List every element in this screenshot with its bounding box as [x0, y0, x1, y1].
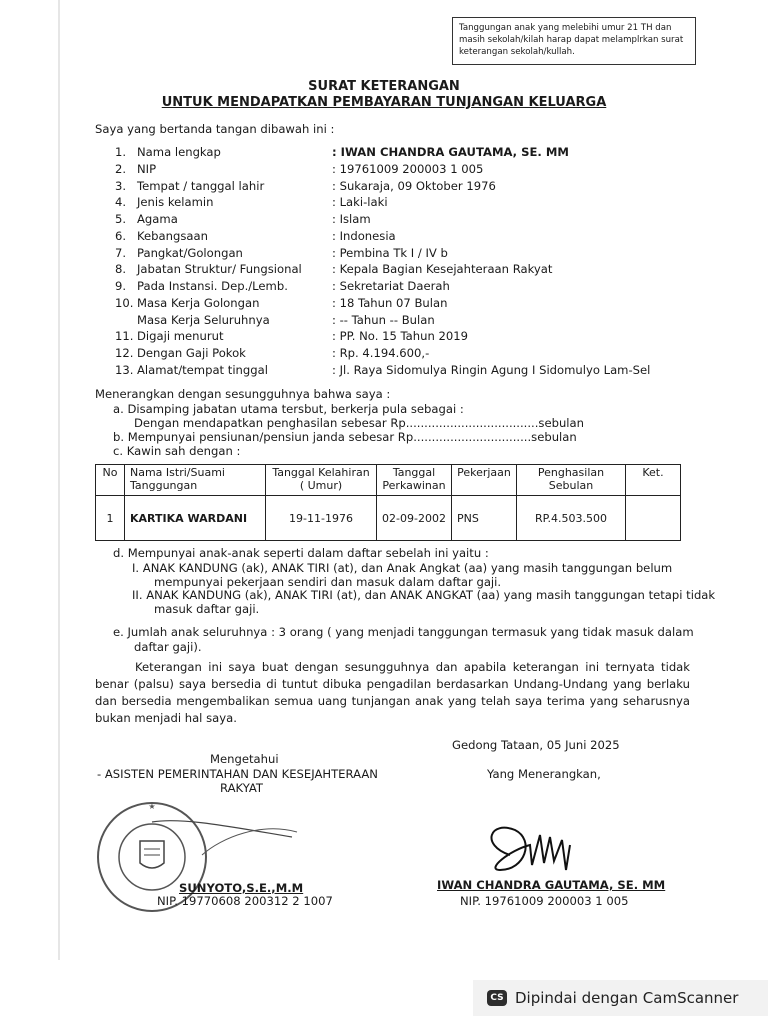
table-header: Tanggal Kelahiran ( Umur): [266, 465, 377, 496]
field-value: : 19761009 200003 1 005: [332, 161, 484, 176]
statement-c: c. Kawin sah dengan :: [113, 444, 241, 458]
children-e-line2: daftar gaji).: [134, 640, 202, 654]
scan-edge: [58, 0, 60, 960]
field-row: [115, 362, 675, 379]
children-i-line2: mempunyai pekerjaan sendiri dan masuk dalam daftar gaji.: [154, 575, 502, 589]
field-value: : Laki-laki: [332, 195, 388, 210]
handwritten-signature: [470, 815, 640, 885]
field-number: 10.: [115, 295, 134, 310]
field-number: 5.: [115, 212, 127, 226]
camscanner-icon: CS: [487, 990, 507, 1006]
left-sig-role1: - ASISTEN PEMERINTAHAN DAN KESEJAHTERAAN: [97, 767, 378, 781]
children-ii-line2: masuk daftar gaji.: [154, 602, 260, 616]
table-cell: RP.4.503.500: [517, 496, 626, 541]
closing-paragraph: Keterangan ini saya buat dengan sesungguhnya dan apabila keterangan ini ternyata tidak benar (palsu) saya bersedia di tuntut dibuka pengadilan berdasarkan Undang-Undang yang berlaku dan bersedia mengembalikan semua uang tunjangan anak yang telah saya terima yang seharusnya bukan menjadi hal saya.: [95, 660, 690, 725]
table-header: Ket.: [626, 465, 681, 496]
field-row: [115, 278, 675, 295]
field-label: Agama: [137, 212, 178, 226]
field-label: Masa Kerja Golongan: [137, 295, 260, 310]
right-sig-name: IWAN CHANDRA GAUTAMA, SE. MM: [437, 878, 666, 892]
field-value: : Indonesia: [332, 228, 396, 243]
field-label: Jenis kelamin: [137, 195, 214, 210]
field-label: Pada Instansi. Dep./Lemb.: [137, 279, 288, 293]
statement-lead: Menerangkan dengan sesungguhnya bahwa saya :: [95, 387, 391, 401]
watermark-text: Dipindai dengan CamScanner: [515, 989, 739, 1007]
field-number: 2.: [115, 161, 127, 176]
field-number: 4.: [115, 195, 127, 210]
identity-fields: [115, 144, 675, 379]
right-sig-nip: NIP. 19761009 200003 1 005: [460, 894, 629, 908]
document-subtitle: UNTUK MENDAPATKAN PEMBAYARAN TUNJANGAN KELUARGA: [161, 95, 607, 110]
field-label: Dengan Gaji Pokok: [137, 346, 246, 360]
field-number: 13.: [115, 362, 134, 377]
field-number: 1.: [115, 145, 127, 159]
field-value: : Islam: [332, 212, 371, 226]
field-number: 11.: [115, 329, 134, 344]
table-header-row: [96, 465, 681, 496]
field-value: : Kepala Bagian Kesejahteraan Rakyat: [332, 262, 553, 277]
field-label: NIP: [137, 161, 157, 176]
table-cell: 1: [96, 496, 125, 541]
right-sig-role: Yang Menerangkan,: [487, 767, 601, 781]
field-number: 3.: [115, 178, 127, 193]
statement-a2: Dengan mendapatkan penghasilan sebesar Rp....................................sebulan: [134, 416, 584, 430]
children-i-line1: I. ANAK KANDUNG (ak), ANAK TIRI (at), dan Anak Angkat (aa) yang masih tanggungan belum: [132, 561, 673, 575]
table-cell: 02-09-2002: [377, 496, 452, 541]
children-d: d. Mempunyai anak-anak seperti dalam daftar sebelah ini yaitu :: [113, 546, 489, 560]
statement-a1: a. Disamping jabatan utama tersbut, berkerja pula sebagai :: [113, 402, 464, 416]
field-row: [115, 144, 675, 161]
note-box: Tanggungan anak yang melebihi umur 21 TH dan masih sekolah/kilah harap dapat melamplrkan surat keterangan sekolah/kullah.: [452, 17, 696, 65]
svg-text:★: ★: [148, 802, 156, 811]
field-number: 12.: [115, 346, 134, 360]
table-cell: [626, 496, 681, 541]
field-row: [115, 161, 675, 178]
field-value: : Rp. 4.194.600,-: [332, 346, 430, 360]
field-number: 7.: [115, 245, 127, 260]
field-label: Tempat / tanggal lahir: [137, 178, 265, 193]
table-row: [96, 496, 681, 541]
statement-b: b. Mempunyai pensiunan/pensiun janda sebesar Rp................................sebulan: [113, 430, 577, 444]
field-value: : PP. No. 15 Tahun 2019: [332, 329, 469, 344]
field-row: [115, 345, 675, 362]
field-label: Jabatan Struktur/ Fungsional: [137, 262, 302, 277]
left-sig-role2: RAKYAT: [220, 781, 263, 795]
place-date: Gedong Tataan, 05 Juni 2025: [452, 738, 620, 752]
intro-text: Saya yang bertanda tangan dibawah ini :: [95, 122, 335, 136]
table-cell: PNS: [452, 496, 517, 541]
left-sig-known: Mengetahui: [210, 752, 279, 766]
field-label: Kebangsaan: [137, 228, 208, 243]
field-value: : Sekretariat Daerah: [332, 279, 450, 293]
field-value: : -- Tahun -- Bulan: [332, 312, 435, 327]
field-row: [115, 261, 675, 278]
left-sig-nip: NIP. 19770608 200312 2 1007: [157, 894, 333, 908]
field-value: : Sukaraja, 09 Oktober 1976: [332, 178, 496, 193]
table-header: Nama Istri/Suami Tanggungan: [125, 465, 266, 496]
table-cell: 19-11-1976: [266, 496, 377, 541]
field-row: [115, 312, 675, 329]
table-cell: KARTIKA WARDANI: [125, 496, 266, 541]
spouse-table: [95, 464, 681, 541]
field-value: : 18 Tahun 07 Bulan: [332, 295, 448, 310]
field-number: 8.: [115, 262, 127, 277]
table-header: Pekerjaan: [452, 465, 517, 496]
field-label: Pangkat/Golongan: [137, 245, 243, 260]
children-ii-line1: II. ANAK KANDUNG (ak), ANAK TIRI (at), dan ANAK ANGKAT (aa) yang masih tanggungan tetapi tidak: [132, 588, 716, 602]
field-row: [115, 211, 675, 228]
field-label: Alamat/tempat tinggal: [137, 362, 268, 377]
document-title: SURAT KETERANGAN: [308, 79, 460, 94]
field-row: [115, 245, 675, 262]
table-header: Penghasilan Sebulan: [517, 465, 626, 496]
field-label: Digaji menurut: [137, 329, 224, 344]
table-header: No: [96, 465, 125, 496]
field-value: : Pembina Tk I / IV b: [332, 245, 448, 260]
field-row: [115, 295, 675, 312]
camscanner-watermark: [473, 980, 768, 1016]
field-label: Nama lengkap: [137, 145, 221, 159]
field-value: : Jl. Raya Sidomulya Ringin Agung I Sidomulyo Lam-Sel: [332, 362, 651, 377]
field-number: 9.: [115, 279, 127, 293]
field-row: [115, 328, 675, 345]
field-value: : IWAN CHANDRA GAUTAMA, SE. MM: [332, 145, 569, 159]
left-sig-name: SUNYOTO,S.E.,M.M: [179, 881, 304, 895]
children-e-line1: e. Jumlah anak seluruhnya : 3 orang ( yang menjadi tanggungan termasuk yang tidak masuk dalam: [113, 625, 694, 639]
field-number: 6.: [115, 228, 127, 243]
field-row: [115, 228, 675, 245]
field-label: Masa Kerja Seluruhnya: [137, 312, 270, 327]
field-row: [115, 178, 675, 195]
table-header: Tanggal Perkawinan: [377, 465, 452, 496]
field-row: [115, 194, 675, 211]
